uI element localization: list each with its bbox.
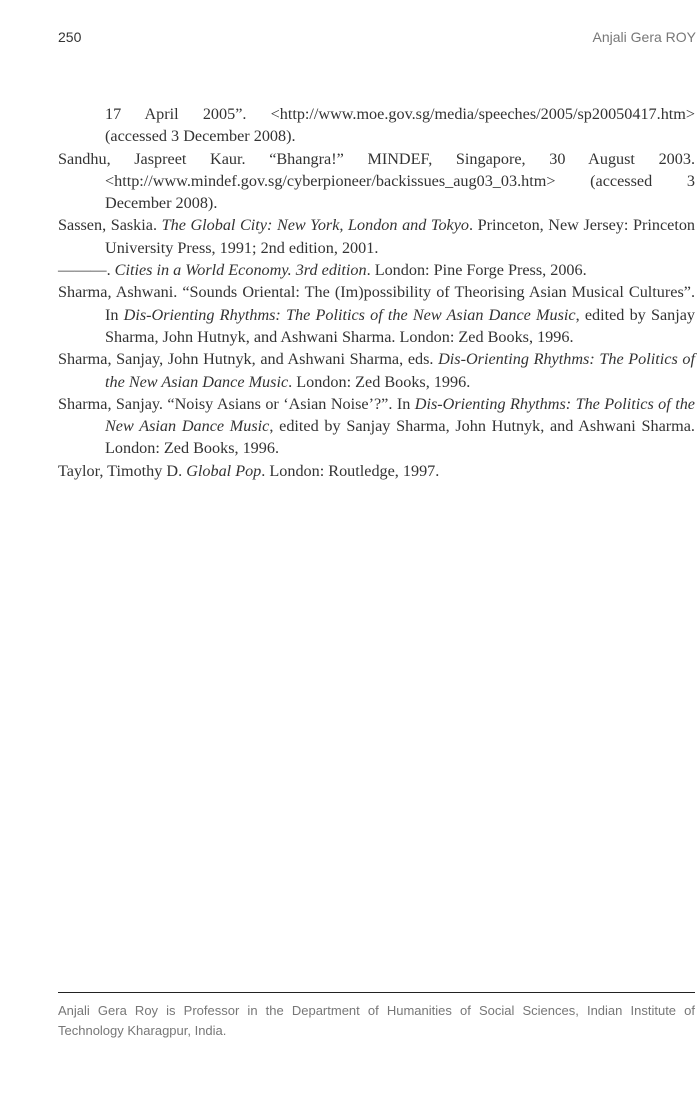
reference-text: . London: Zed Books, 1996. (288, 372, 471, 391)
reference-text: Sharma, Sanjay. “Noisy Asians or ‘Asian Noise’?”. In (58, 394, 415, 413)
reference-list (58, 103, 695, 482)
reference-text: ———. (58, 261, 115, 280)
reference-entry (58, 348, 695, 393)
reference-title: Dis-Orienting Rhythms: The Politics of the New Asian Dance Music (105, 394, 695, 436)
running-head: Anjali Gera ROY (592, 29, 696, 45)
reference-entry (58, 214, 695, 259)
reference-entry (58, 460, 695, 482)
reference-text: Sharma, Ashwani. “Sounds Oriental: The (Im)possibility of Theorising Asian Musical Cultures”. In (58, 283, 695, 324)
reference-title: The Global City: New York, London and Tokyo (161, 216, 470, 235)
reference-text: Taylor, Timothy D. (58, 461, 187, 480)
reference-entry (58, 259, 695, 281)
reference-text: Sassen, Saskia. (58, 216, 162, 235)
reference-text: . London: Routledge, 1997. (261, 461, 440, 480)
reference-text: 17 April 2005”. <http://www.moe.gov.sg/media/speeches/2005/sp20050417.htm> (accessed 3 December 2008). (105, 105, 695, 146)
reference-title: Dis-Orienting Rhythms: The Politics of the New Asian Dance Music (105, 350, 695, 391)
reference-entry (58, 393, 695, 460)
page-number: 250 (58, 29, 82, 45)
reference-title: Cities in a World Economy. 3rd edition (114, 261, 367, 280)
footnote-divider (58, 992, 695, 993)
reference-text: Sharma, Sanjay, John Hutnyk, and Ashwani Sharma, eds. (58, 350, 439, 369)
reference-entry (58, 281, 695, 348)
reference-text: . London: Pine Forge Press, 2006. (366, 261, 587, 280)
reference-text: , edited by Sanjay Sharma, John Hutnyk, and Ashwani Sharma. London: Zed Books, 1996. (105, 305, 695, 346)
reference-entry (58, 103, 695, 148)
reference-title: Global Pop (186, 461, 262, 480)
reference-text: Sandhu, Jaspreet Kaur. “Bhangra!” MINDEF, Singapore, 30 August 2003. <http://www.mindef.gov.sg/cyberpioneer/backissues_aug03_03.htm> (accessed 3 December 2008). (58, 149, 695, 213)
reference-text: . Princeton, New Jersey: Princeton University Press, 1991; 2nd edition, 2001. (105, 216, 696, 257)
reference-title: Dis-Orienting Rhythms: The Politics of the New Asian Dance Music (123, 305, 576, 324)
reference-entry (58, 148, 695, 215)
reference-text: , edited by Sanjay Sharma, John Hutnyk, and Ashwani Sharma. London: Zed Books, 1996. (105, 417, 695, 458)
author-footnote: Anjali Gera Roy is Professor in the Department of Humanities of Social Sciences, Indian Institute of Technology Kharagpur, India. (58, 1003, 695, 1038)
